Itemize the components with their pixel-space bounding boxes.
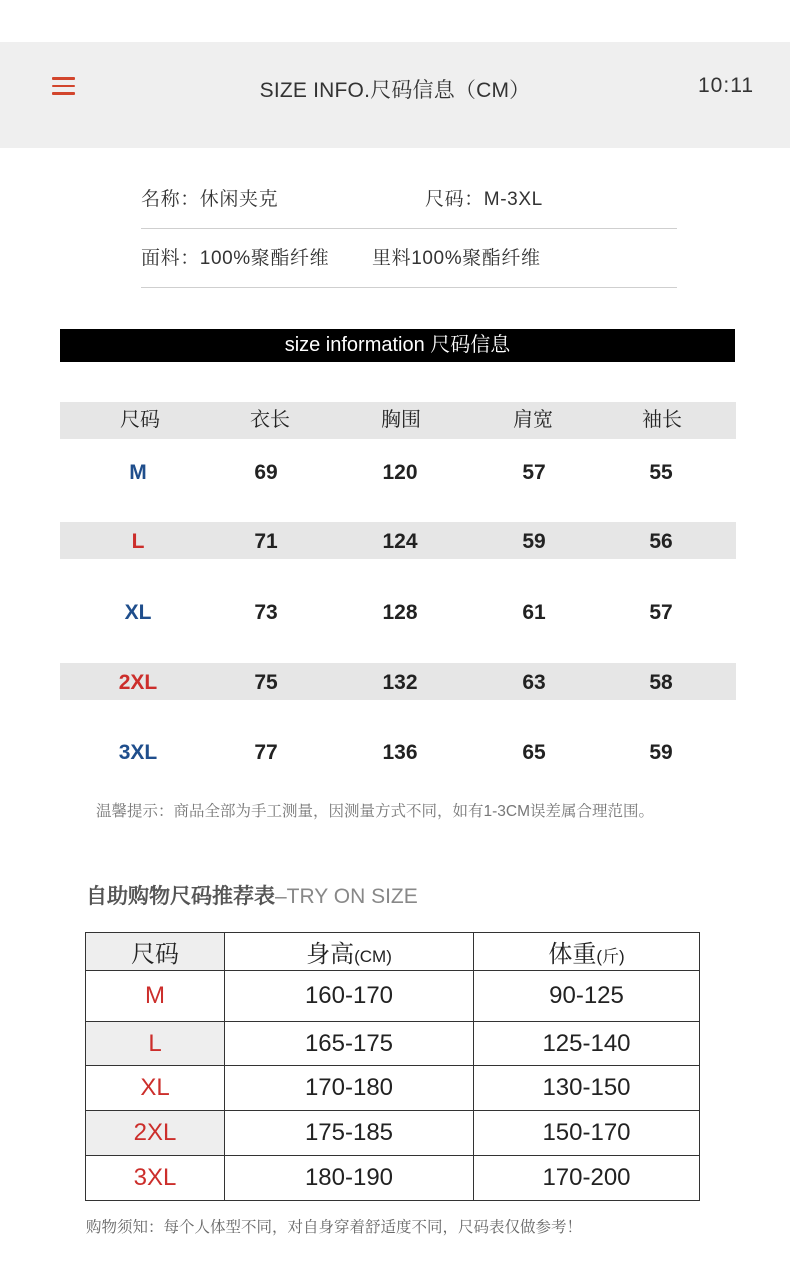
table-row [86,971,700,1022]
rec-size-cell: 2XL [86,1111,225,1156]
shoulder-cell: 59 [522,530,546,553]
rec-size-cell: M [86,971,225,1022]
product-lining: 里料100%聚酯纤维 [372,248,541,269]
sleeve-cell: 59 [649,741,673,764]
shoulder-cell: 57 [522,461,546,484]
product-size-range: 尺码：M-3XL [425,189,543,210]
chest-cell: 136 [382,741,418,764]
rec-height-cell: 170-180 [225,1066,474,1111]
size-cell: 3XL [118,741,158,764]
table-header-row [86,933,700,971]
length-cell: 77 [254,741,278,764]
sleeve-cell: 58 [649,671,673,694]
table-row [86,1156,700,1201]
shopping-note: 购物须知：每个人体型不同，对自身穿着舒适度不同，尺码表仅做参考！ [86,1219,583,1236]
try-on-title-cn: 自助购物尺码推荐表 [86,885,275,908]
chest-cell: 124 [382,530,418,553]
rec-weight-cell: 125-140 [474,1022,700,1066]
size-recommendation-table [85,932,700,1201]
length-cell: 69 [254,461,278,484]
rec-weight-cell: 150-170 [474,1111,700,1156]
rec-size-cell: XL [86,1066,225,1111]
col-header-chest: 胸围 [381,409,421,431]
size-cell: XL [124,601,152,624]
page-title: SIZE INFO.尺码信息（CM） [259,79,531,102]
size-cell: L [131,530,145,553]
header-weight [474,933,700,971]
size-cell: 2XL [118,671,158,694]
rec-size-cell: 3XL [86,1156,225,1201]
header-size: 尺码 [86,933,225,971]
chest-cell: 120 [382,461,418,484]
chest-cell: 132 [382,671,418,694]
measurement-tip: 温馨提示：商品全部为手工测量，因测量方式不同，如有1-3CM误差属合理范围。 [96,803,655,820]
length-cell: 75 [254,671,278,694]
header-height-unit: (CM) [354,947,392,966]
rec-height-cell: 180-190 [225,1156,474,1201]
shoulder-cell: 63 [522,671,546,694]
clock-time: 10:11 [698,74,754,97]
table-row [86,1022,700,1066]
sleeve-cell: 56 [649,530,673,553]
product-name: 名称：休闲夹克 [141,189,279,210]
product-fabric: 面料：100%聚酯纤维 [141,248,330,269]
rec-size-cell: L [86,1022,225,1066]
length-cell: 71 [254,530,278,553]
table-row [86,1066,700,1111]
rec-height-cell: 175-185 [225,1111,474,1156]
try-on-title-en: –TRY ON SIZE [275,885,418,908]
size-cell: M [129,461,147,484]
sleeve-cell: 57 [649,601,673,624]
header-weight-unit: (斤) [596,947,625,966]
try-on-title [86,880,418,910]
header-height-label: 身高 [306,941,355,968]
rec-weight-cell: 130-150 [474,1066,700,1111]
rec-weight-cell: 90-125 [474,971,700,1022]
col-header-size: 尺码 [120,409,160,431]
col-header-sleeve: 袖长 [642,409,682,431]
length-cell: 73 [254,601,278,624]
header-height [225,933,474,971]
rec-height-cell: 160-170 [225,971,474,1022]
col-header-shoulder: 肩宽 [513,409,553,431]
sleeve-cell: 55 [649,461,673,484]
divider [141,228,677,229]
table-row [86,1111,700,1156]
rec-height-cell: 165-175 [225,1022,474,1066]
chest-cell: 128 [382,601,418,624]
rec-weight-cell: 170-200 [474,1156,700,1201]
size-info-banner: size information 尺码信息 [60,329,735,362]
header-weight-label: 体重 [548,941,597,968]
divider [141,287,677,288]
col-header-length: 衣长 [250,409,290,431]
shoulder-cell: 61 [522,601,546,624]
shoulder-cell: 65 [522,741,546,764]
